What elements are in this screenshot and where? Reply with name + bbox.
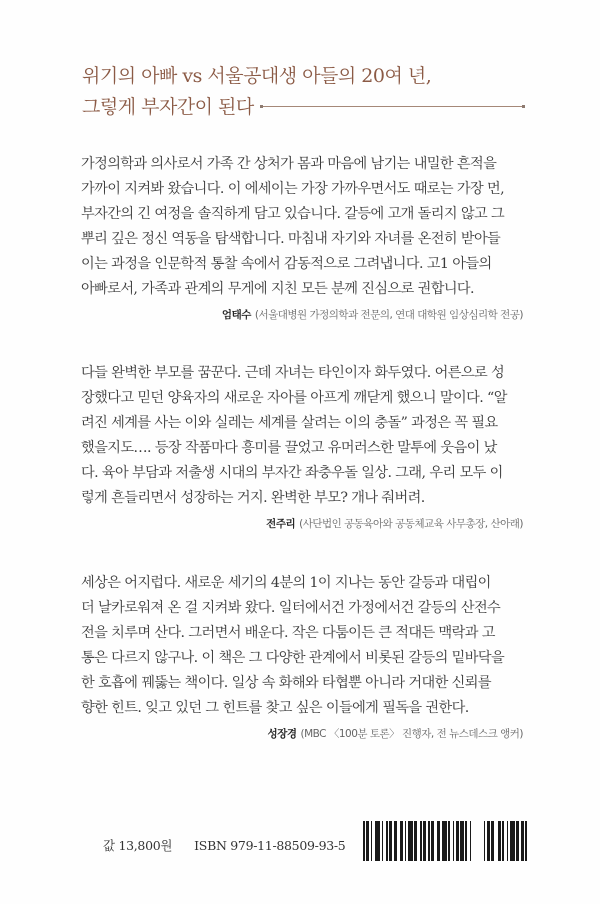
text-line: 더 날카로워져 온 걸 지켜봐 왔다. 일터에서건 가정에서건 갈등의 산전수 — [81, 600, 501, 616]
headline-decorative-rule — [261, 106, 524, 107]
endorsement-3 — [81, 571, 523, 742]
text-line: 가정의학과 의사로서 가족 간 상처가 몸과 마음에 남기는 내밀한 흔적을 — [81, 156, 497, 172]
endorsement-text — [81, 152, 523, 302]
text-line: 려진 세계를 사는 이와 실레는 세계를 살려는 이의 충돌” 과정은 꼭 필요 — [81, 415, 498, 431]
endorser-name: 전주리 — [266, 518, 296, 530]
text-line: 렇게 흔들리면서 성장하는 거지. 완벽한 부모? 개나 줘버려. — [81, 490, 425, 506]
endorsement-text — [81, 361, 523, 511]
text-line: 다들 완벽한 부모를 꿈꾼다. 근데 자녀는 타인이자 화두였다. 어른으로 성 — [81, 365, 505, 381]
endorser-affiliation: (사단법인 공동육아와 공동체교육 사무총장, 산아래) — [299, 518, 523, 530]
price: 값 13,800원 — [103, 838, 173, 853]
endorser-name: 엄태수 — [221, 309, 251, 321]
endorsement-attribution — [81, 726, 523, 742]
headline — [82, 61, 542, 123]
price-isbn-line — [103, 836, 345, 854]
text-line: 뿌리 깊은 정신 역동을 탐색합니다. 마침내 자기와 자녀를 온전히 받아들 — [81, 231, 501, 247]
endorsement-attribution — [81, 516, 523, 532]
endorsement-attribution — [81, 307, 523, 323]
endorsement-2 — [81, 361, 523, 532]
headline-line-1: 위기의 아빠 vs 서울공대생 아들의 20여 년, — [82, 65, 432, 87]
text-line: 가까이 지켜봐 왔습니다. 이 에세이는 가장 가까우면서도 때로는 가장 먼, — [81, 181, 505, 197]
isbn-barcode — [363, 821, 527, 861]
endorser-affiliation: (서울대병원 가정의학과 전문의, 연대 대학원 임상심리학 전공) — [254, 309, 523, 321]
text-line: 다. 육아 부담과 저출생 시대의 부자간 좌충우돌 일상. 그래, 우리 모두 이 — [81, 465, 503, 481]
text-line: 향한 힌트. 잊고 있던 그 힌트를 찾고 싶은 이들에게 필독을 권한다. — [81, 700, 469, 716]
endorsement-1 — [81, 152, 523, 323]
endorser-affiliation: (MBC 〈100분 토론〉 진행자, 전 뉴스데스크 앵커) — [300, 728, 523, 740]
barcode-bar — [525, 821, 527, 861]
text-line: 이는 과정을 인문학적 통찰 속에서 감동적으로 그려냅니다. 고1 아들의 — [81, 256, 492, 272]
text-line: 전을 치루며 산다. 그러면서 배운다. 작은 다툼이든 큰 적대든 맥락과 고 — [81, 625, 495, 641]
isbn: ISBN 979-11-88509-93-5 — [194, 838, 346, 853]
text-line: 한 호흡에 꿰뚫는 책이다. 일상 속 화해와 타협뿐 아니라 거대한 신뢰를 — [81, 675, 491, 691]
headline-line-2: 그렇게 부자간이 된다 — [82, 96, 254, 118]
text-line: 했을지도…. 등장 작품마다 흥미를 끌었고 유머러스한 말투에 웃음이 났 — [81, 440, 497, 456]
text-line: 아빠로서, 가족과 관계의 무게에 지친 모든 분께 진심으로 권합니다. — [81, 281, 474, 297]
text-line: 통은 다르지 않구나. 이 책은 그 다양한 관계에서 비롯된 갈등의 밑바닥을 — [81, 650, 505, 666]
text-line: 세상은 어지럽다. 새로운 세기의 4분의 1이 지나는 동안 갈등과 대립이 — [81, 575, 491, 591]
text-line: 장했다고 믿던 양육자의 새로운 자아를 아프게 깨닫게 했으니 말이다. “알 — [81, 390, 507, 406]
endorser-name: 성장경 — [267, 728, 297, 740]
text-line: 부자간의 긴 여정을 솔직하게 담고 있습니다. 갈등에 고개 돌리지 않고 그 — [81, 206, 505, 222]
endorsement-text — [81, 571, 523, 721]
